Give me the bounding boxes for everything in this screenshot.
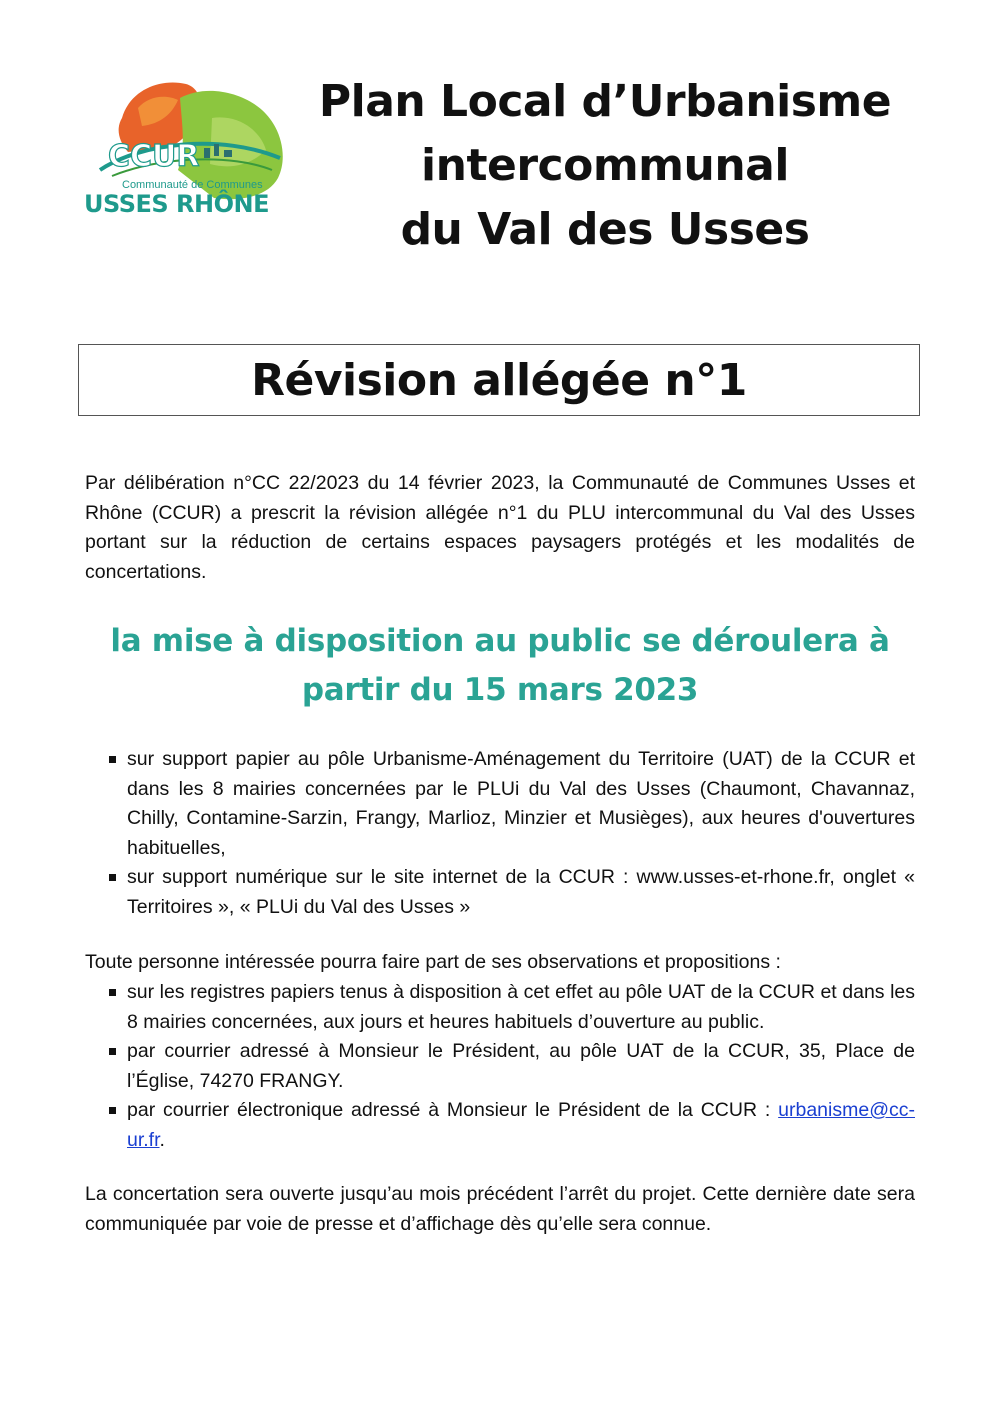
highlight-line-2: partir du 15 mars 2023 [301,672,699,708]
list-item-email [85,1096,915,1155]
list-item: par courrier adressé à Monsieur le Président, au pôle UAT de la CCUR, 35, Place de l’Église, 74270 FRANGY. [85,1037,915,1096]
logo-acronym: CCUR [108,139,200,174]
title-line-3: du Val des Usses [400,204,810,255]
observations-list [85,978,915,1155]
public-availability-heading [85,617,915,715]
title-line-2: intercommunal [421,140,789,191]
highlight-line-1: la mise à disposition au public se déroulera à [110,623,890,659]
logo-name: USSES RHÔNE [84,190,269,218]
revision-title: Révision allégée n°1 [251,354,747,406]
email-item-suffix: . [159,1128,165,1151]
ccur-logo [82,78,297,228]
tower-icon [214,144,219,156]
availability-list [85,745,915,922]
logo-subtitle: Communauté de Communes [122,179,263,191]
revision-box [78,344,920,416]
list-item: sur support papier au pôle Urbanisme-Aménagement du Territoire (UAT) de la CCUR et dans les 8 mairies concernées par le PLUi du Val des Usses (Chaumont, Chavannaz, Chilly, Contamine-Sarzin, Frangy, Marlioz, Minzier et Musièges), aux heures d'ouvertures habituelles, [85,745,915,863]
ccur-logo-graphic [82,78,297,228]
email-item-text: par courrier électronique adressé à Monsieur le Président de la CCUR : [127,1099,771,1121]
intro-paragraph: Par délibération n°CC 22/2023 du 14 février 2023, la Communauté de Communes Usses et Rhône (CCUR) a prescrit la révision allégée n°1 du PLU intercommunal du Val des Usses portant sur la réduction de certains espaces paysagers protégés et les modalités de concertations. [85,472,915,583]
document-title [300,70,910,262]
closing-paragraph: La concertation sera ouverte jusqu’au mois précédent l’arrêt du projet. Cette dernière date sera communiquée par voie de presse et d’affichage dès qu’elle sera connue. [85,1183,915,1235]
observations-lead: Toute personne intéressée pourra faire part de ses observations et propositions : [85,951,781,973]
email-link[interactable]: urbanisme@cc-ur.fr [127,1099,915,1151]
house-icon [204,148,210,158]
title-line-1: Plan Local d’Urbanisme [318,76,892,127]
list-item: sur les registres papiers tenus à disposition à cet effet au pôle UAT de la CCUR et dans les 8 mairies concernées, aux jours et heures habituels d’ouverture au public. [85,978,915,1037]
list-item: sur support numérique sur le site internet de la CCUR : www.usses-et-rhone.fr, onglet « Territoires », « PLUi du Val des Usses » [85,863,915,922]
house-icon [224,150,232,157]
